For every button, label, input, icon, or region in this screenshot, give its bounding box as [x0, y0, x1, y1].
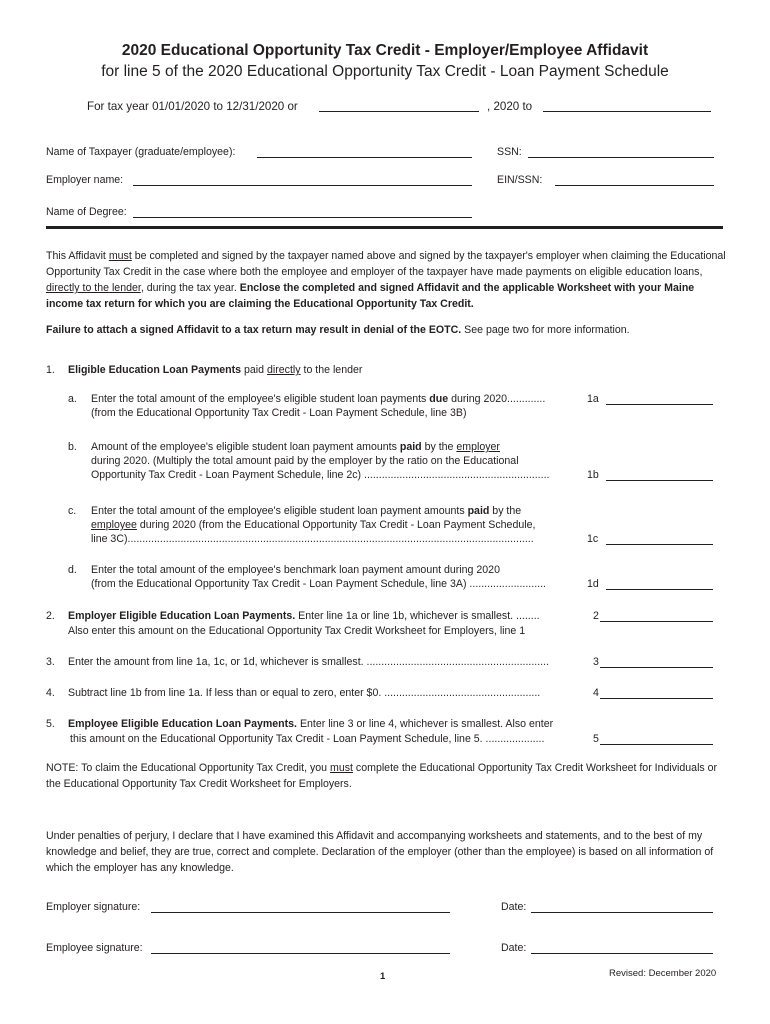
line-5-field[interactable] [600, 744, 713, 745]
employee-signature-field[interactable] [151, 953, 450, 954]
employer-signature-label: Employer signature: [46, 901, 141, 913]
line-1b-text: Amount of the employee's eligible student loan payment amounts paid by the employer [91, 441, 500, 453]
employer-name-field[interactable] [133, 185, 472, 186]
employer-date-field[interactable] [531, 912, 713, 913]
line-2-number: 2. [46, 610, 55, 622]
degree-label: Name of Degree: [46, 206, 127, 218]
line-1c-text-2: employee during 2020 (from the Educational Opportunity Tax Credit - Loan Payment Schedule, [91, 519, 536, 531]
line-1b-label: 1b [587, 469, 599, 481]
ein-ssn-field[interactable] [555, 185, 714, 186]
line-1d-letter: d. [68, 564, 77, 576]
line-1a-label: 1a [587, 393, 599, 405]
ein-ssn-label: EIN/SSN: [497, 174, 543, 186]
line-2-label: 2 [593, 610, 599, 622]
taxpayer-name-label: Name of Taxpayer (graduate/employee): [46, 146, 236, 158]
failure-warning: Failure to attach a signed Affidavit to a tax return may result in denial of the EOTC. See page two for more information. [46, 324, 630, 336]
employer-date-label: Date: [501, 901, 527, 913]
page-number: 1 [380, 971, 386, 982]
line-1c-label: 1c [587, 533, 599, 545]
ssn-label: SSN: [497, 146, 522, 158]
line-5-text: Employee Eligible Education Loan Payments. Enter line 3 or line 4, whichever is smallest. Also enter [68, 718, 554, 730]
line-1-number: 1. [46, 364, 55, 376]
section-divider [46, 226, 723, 229]
revised-date: Revised: December 2020 [609, 968, 717, 979]
line-4-field[interactable] [600, 698, 713, 699]
line-2-text-2: Also enter this amount on the Educational Opportunity Tax Credit Worksheet for Employers, line 1 [68, 625, 526, 637]
line-1-title: Eligible Education Loan Payments paid directly to the lender [68, 364, 363, 376]
line-3-field[interactable] [600, 667, 713, 668]
line-2-text: Employer Eligible Education Loan Payments. Enter line 1a or line 1b, whichever is smallest. ........ [68, 610, 540, 622]
form-title: 2020 Educational Opportunity Tax Credit - Employer/Employee Affidavit [121, 42, 649, 59]
line-1a-text-2: (from the Educational Opportunity Tax Credit - Loan Payment Schedule, line 3B) [91, 407, 467, 419]
degree-field[interactable] [133, 217, 472, 218]
line-4-number: 4. [46, 687, 55, 699]
line-3-label: 3 [593, 656, 599, 668]
tax-year-mid-label: , 2020 to [487, 100, 533, 113]
note-paragraph: NOTE: To claim the Educational Opportunity Tax Credit, you must complete the Educational Opportunity Tax Credit Worksheet for Individuals or the Educational Opportunity Tax Credit Worksheet for Employers. [46, 762, 718, 790]
line-1a-letter: a. [68, 393, 77, 405]
line-1b-letter: b. [68, 441, 77, 453]
line-1d-text-2: (from the Educational Opportunity Tax Credit - Loan Payment Schedule, line 3A) .......................... [91, 578, 546, 590]
line-1d-field[interactable] [606, 589, 713, 590]
line-1c-text-3: line 3C).......................................................................................................................................... [91, 533, 534, 545]
line-5-text-2: this amount on the Educational Opportunity Tax Credit - Loan Payment Schedule, line 5. .................... [70, 733, 545, 745]
tax-year-end-field[interactable] [543, 111, 711, 112]
employee-date-label: Date: [501, 942, 527, 954]
line-1b-field[interactable] [606, 480, 713, 481]
line-3-text: Enter the amount from line 1a, 1c, or 1d, whichever is smallest. .............................................................. [68, 656, 550, 668]
line-3-number: 3. [46, 656, 55, 668]
employee-date-field[interactable] [531, 953, 713, 954]
line-1a-text: Enter the total amount of the employee's eligible student loan payments due during 2020............. [91, 393, 546, 405]
line-2-field[interactable] [600, 621, 713, 622]
tax-year-label: For tax year 01/01/2020 to 12/31/2020 or [87, 100, 298, 113]
line-1c-letter: c. [68, 505, 77, 517]
line-5-label: 5 [593, 733, 599, 745]
line-4-label: 4 [593, 687, 599, 699]
line-1c-text: Enter the total amount of the employee's eligible student loan payment amounts paid by the [91, 505, 522, 517]
line-1c-field[interactable] [606, 544, 713, 545]
perjury-statement: Under penalties of perjury, I declare that I have examined this Affidavit and accompanying worksheets and statements, and to the best of my knowledge and belief, they are true, correct and complete. Declaration of the employer (other than the employee) is based on all information of which the employer has any knowledge. [46, 830, 714, 874]
form-subtitle: for line 5 of the 2020 Educational Opportunity Tax Credit - Loan Payment Schedule [101, 63, 669, 80]
ssn-field[interactable] [528, 157, 714, 158]
tax-year-start-field[interactable] [319, 111, 479, 112]
line-4-text: Subtract line 1b from line 1a. If less than or equal to zero, enter $0. ..................................................... [68, 687, 541, 699]
line-1d-label: 1d [587, 578, 599, 590]
line-1b-text-2: during 2020. (Multiply the total amount paid by the employer by the ratio on the Educational [91, 455, 519, 467]
line-1d-text: Enter the total amount of the employee's benchmark loan payment amount during 2020 [91, 564, 500, 576]
employer-signature-field[interactable] [151, 912, 450, 913]
line-1a-field[interactable] [606, 404, 713, 405]
line-5-number: 5. [46, 718, 55, 730]
employer-name-label: Employer name: [46, 174, 124, 186]
intro-paragraph: This Affidavit must be completed and signed by the taxpayer named above and signed by the taxpayer's employer when claiming the Educational Opportunity Tax Credit in the case where both the employee and employer of the taxpayer have made payments on eligible education loans, directly to the lender, during the tax year. Enclose the completed and signed Affidavit and the applicable Worksheet with your Maine income tax return for which you are claiming the Educational Opportunity Tax Credit. [46, 250, 726, 310]
employee-signature-label: Employee signature: [46, 942, 143, 954]
line-1b-text-3: Opportunity Tax Credit - Loan Payment Schedule, line 2c) ............................................................... [91, 469, 550, 481]
taxpayer-name-field[interactable] [257, 157, 472, 158]
